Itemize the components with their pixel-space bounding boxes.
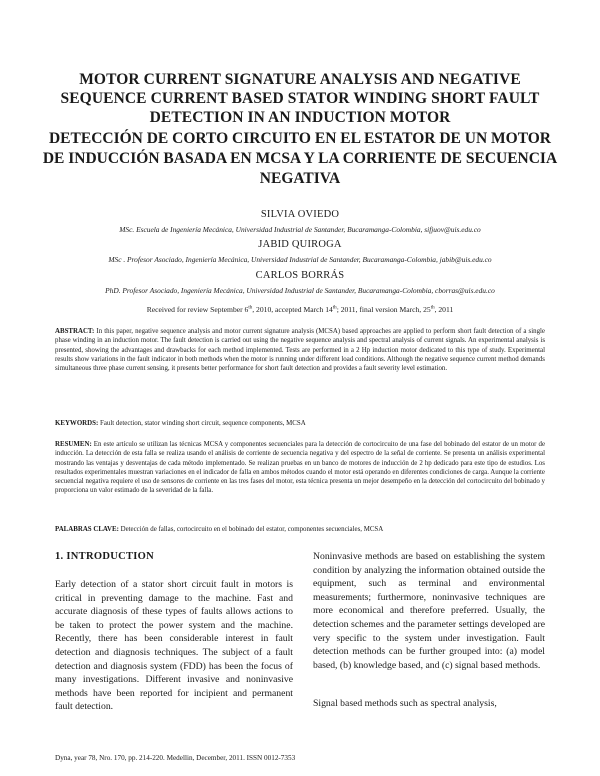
author-name: SILVIA OVIEDO bbox=[260, 209, 340, 220]
keywords-label: KEYWORDS: bbox=[55, 420, 99, 427]
author-affiliation: MSc . Profesor Asociado, Ingeniería Mecánica, Universidad Industrial de Santander, Bucaramanga-Colombia, jabib@uis.edu.co bbox=[108, 255, 492, 264]
intro-paragraph-right-2: Signal based methods such as spectral analysis, bbox=[313, 698, 497, 709]
resumen bbox=[55, 440, 545, 496]
intro-paragraph-right: Noninvasive methods are based on establishing the system condition by analyzing the information obtained outside the equipment, such as terminal and environmental measurements; furthermore, noninvasive techniques are more economical and therefore preferred. Usually, the detection schemes and the parameter settings developed are very specific to the system under investigation. Fault detection methods can be further grouped into: (a) model based, (b) knowledge based, and (c) signal based methods. bbox=[313, 551, 545, 671]
title-english: MOTOR CURRENT SIGNATURE ANALYSIS AND NEGATIVE SEQUENCE CURRENT BASED STATOR WINDING SHORT FAULT DETECTION IN AN INDUCTION MOTOR bbox=[60, 71, 540, 126]
author-name: JABID QUIROGA bbox=[258, 239, 342, 250]
section-heading-introduction: 1. INTRODUCTION bbox=[55, 551, 155, 562]
title-spanish: DETECCIÓN DE CORTO CIRCUITO EN EL ESTATOR DE UN MOTOR DE INDUCCIÓN BASADA EN MCSA Y LA CORRIENTE DE SECUENCIA NEGATIVA bbox=[42, 130, 558, 187]
intro-paragraph-left: Early detection of a stator short circuit fault in motors is critical in preventing damage to the machine. Fast and accurate diagnosis of these types of faults allows actions to be taken to protect the power system and the machine. Recently, there has been considerable interest in fault detection and diagnosis techniques. The subject of a fault detection and diagnosis system (FDD) has been the focus of many investigations. Different invasive and noninvasive methods have been reported for incipient and permanent fault detection. bbox=[55, 579, 293, 713]
author-affiliation: PhD. Profesor Asociado, Ingeniería Mecánica, Universidad Industrial de Santander, Bucaramanga-Colombia, cborras@uis.edu.co bbox=[105, 286, 495, 295]
palabras-clave bbox=[55, 525, 545, 534]
abstract-label: ABSTRACT: bbox=[55, 328, 95, 335]
palabras-clave-label: PALABRAS CLAVE: bbox=[55, 526, 119, 533]
palabras-clave-text: Detección de fallas, cortocircuito en el bobinado del estator, componentes secuenciales, MCSA bbox=[118, 526, 384, 533]
keywords bbox=[55, 419, 545, 428]
resumen-label: RESUMEN: bbox=[55, 441, 92, 448]
abstract bbox=[55, 327, 545, 373]
author-name: CARLOS BORRÁS bbox=[255, 270, 345, 281]
received-dates: Received for review September 6th, 2010, accepted March 14th; 2011, final version March, 25th, 2011 bbox=[146, 305, 454, 314]
page-footer: Dyna, year 78, Nro. 170, pp. 214-220. Medellin, December, 2011. ISSN 0012-7353 bbox=[55, 754, 296, 762]
abstract-text: In this paper, negative sequence analysis and motor current signature analysis (MCSA) based approaches are applied to perform short fault detection of a single phase winding in an induction motor. The fault detection is carried out using the negative sequence analysis and spectral analysis of current signals. An experimental analysis is presented, showing the advantages and drawbacks for each method implemented. Tests are performed in a 2 Hp induction motor dedicated to this type of study. Experimental results show variations in the fault indicator in both methods when the motor is running under different load conditions. Although the negative sequence current method demands simultaneous three phase current sensing, it presents better performance for short fault detection and provides a fault severity level estimation. bbox=[55, 328, 545, 373]
resumen-text: En este artículo se utilizan las técnicas MCSA y componentes secuenciales para la detección de cortocircuito de una fase del bobinado del estator de un motor de inducción. La detección de esta falla se realiza usando el análisis de corriente de secuencia negativa y del espectro de la señal de corriente. Se presenta un análisis experimental mostrando las ventajas y desventajas de cada método implementado. Se realizan pruebas en un banco de motores de inducción de 2 hp dedicado para este tipo de estudios. Los resultados experimentales muestran variaciones en el indicador de falla en ambos métodos cuando el motor está operando en diferentes condiciones de carga. Aunque la corriente secuencial negativa requiere el uso de sensores de corriente en las tres fases del motor, esta técnica presenta un mejor desempeño en la detección del cortocircuito del bobinado y proporciona un valor estimado de la severidad de la falla. bbox=[55, 441, 545, 495]
keywords-text: Fault detection, stator winding short circuit, sequence components, MCSA bbox=[98, 420, 306, 427]
author-affiliation: MSc. Escuela de Ingeniería Mecánica, Universidad Industrial de Santander, Bucaramanga-Colombia, sifjuov@uis.edu.co bbox=[119, 225, 481, 234]
